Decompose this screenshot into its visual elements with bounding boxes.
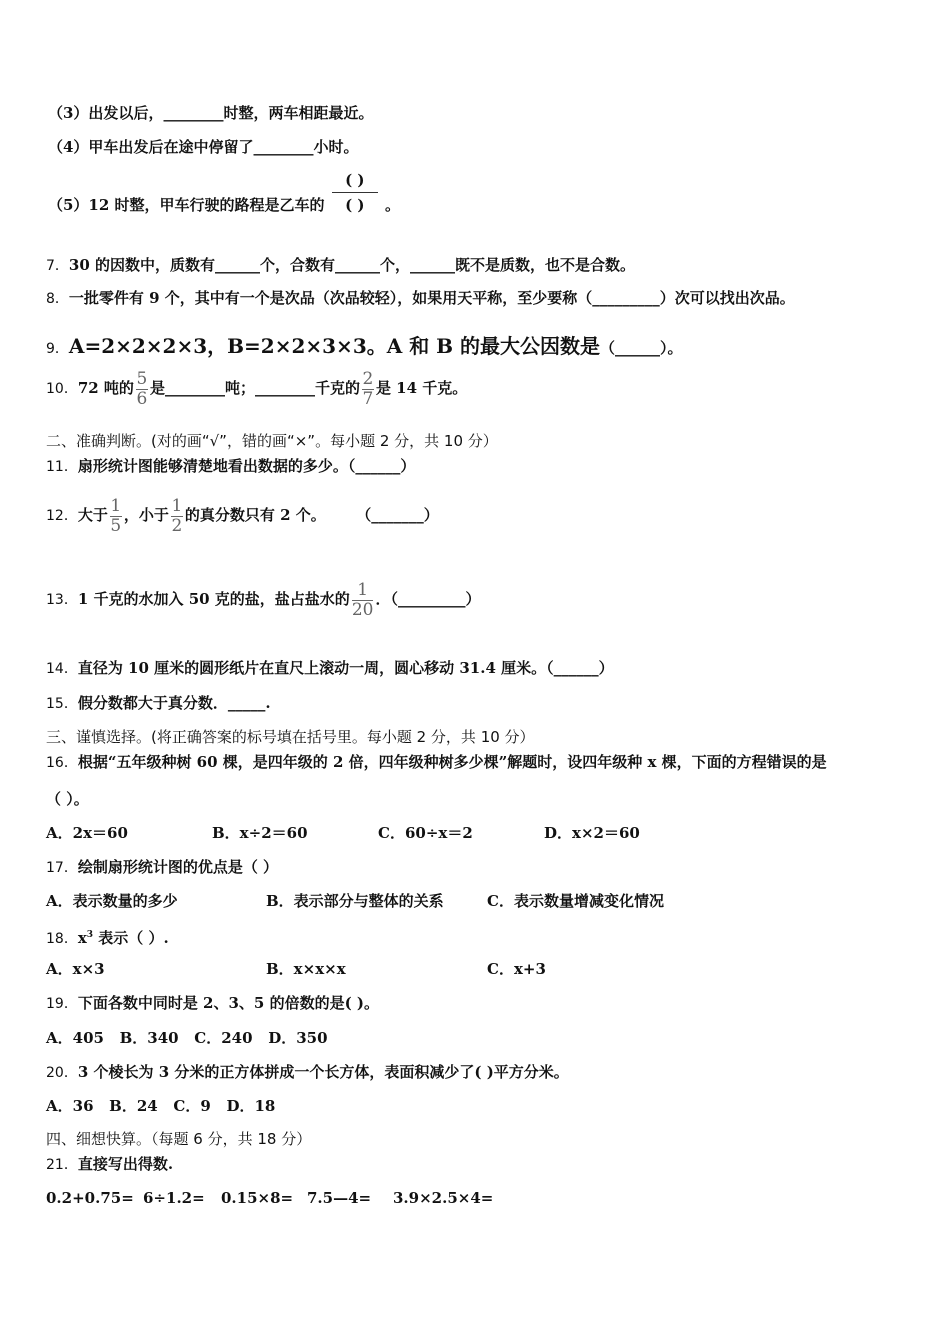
question-18-options	[46, 959, 546, 979]
option-a[interactable]: A．x×3	[46, 960, 105, 978]
option-b[interactable]: B．x×x×x	[266, 960, 346, 978]
exponent: 3	[86, 930, 94, 940]
calc-item: 0.2+0.75=	[46, 1189, 134, 1207]
question-17-options	[46, 891, 664, 911]
question-21-items	[46, 1188, 493, 1208]
answer-blank: （_______）	[363, 506, 439, 524]
numerator: 5	[136, 368, 148, 389]
section-3-heading: 三、谨慎选择。(将正确答案的标号填在括号里。每小题 2 分，共 10 分）	[46, 728, 535, 746]
fraction-1-5	[110, 497, 122, 536]
question-17	[46, 857, 278, 878]
question-number: 15．	[46, 696, 78, 712]
numerator: 1	[357, 579, 369, 600]
question-text: 3 个棱长为 3 分米的正方体拼成一个长方体，表面积减少了( )平方分米。	[77, 1063, 569, 1081]
numerator: 2	[362, 368, 374, 389]
question-number: 21．	[46, 1157, 78, 1173]
question-number: 10．	[46, 381, 78, 397]
question-14	[46, 658, 614, 679]
option-a[interactable]: A．2x＝60	[46, 824, 128, 842]
question-10	[46, 368, 467, 409]
fraction-1-20	[352, 581, 374, 620]
question-number: 11．	[46, 459, 78, 475]
variable-x: x	[77, 929, 87, 947]
question-text: 直接写出得数.	[77, 1155, 174, 1173]
question-text: 绘制扇形统计图的优点是（ ）	[77, 858, 279, 876]
calc-item: 0.15×8=	[221, 1189, 294, 1207]
question-text: 一批零件有 9 个，其中有一个是次品（次品较轻），如果用天平称，至少要称（_________）次可以找出次品。	[68, 289, 795, 307]
calc-item: 3.9×2.5×4=	[393, 1189, 494, 1207]
question-text: 是 14 千克。	[375, 379, 468, 397]
question-text: 根据“五年级种树 60 棵，是四年级的 2 倍，四年级种树多少棵”解题时，设四年级种 x 棵，下面的方程错误的是	[77, 753, 827, 771]
question-text: ，小于	[123, 506, 169, 524]
option-c[interactable]: C．表示数量增减变化情况	[487, 892, 664, 910]
option-c[interactable]: C．60÷x＝2	[378, 824, 473, 842]
fraction-2-7	[362, 370, 374, 409]
denominator: 7	[362, 388, 374, 409]
question-number: 12．	[46, 508, 78, 524]
answer-blank: （______）。	[600, 339, 683, 357]
question-12	[46, 494, 439, 537]
option-d[interactable]: D．x×2＝60	[544, 824, 640, 842]
question-19	[46, 993, 379, 1014]
question-8	[46, 288, 795, 309]
question-19-options[interactable]: A．405 B．340 C．240 D．350	[46, 1029, 328, 1047]
q6-part5-fraction	[332, 170, 378, 215]
question-number: 13．	[46, 592, 78, 608]
question-number: 18．	[46, 931, 78, 947]
question-20-options[interactable]: A．36 B．24 C．9 D．18	[46, 1097, 276, 1115]
question-7	[46, 255, 635, 276]
question-number: 19．	[46, 996, 78, 1012]
section-2-heading: 二、准确判断。(对的画“√”，错的画“×”。每小题 2 分，共 10 分）	[46, 432, 498, 450]
q6-part5	[48, 170, 400, 215]
option-c[interactable]: C．x+3	[487, 960, 546, 978]
question-18	[46, 925, 169, 949]
q6-part4: （4）甲车出发后在途中停留了________小时。	[48, 138, 359, 156]
question-text: 扇形统计图能够清楚地看出数据的多少。（______）	[77, 457, 416, 475]
option-b[interactable]: B．x÷2＝60	[212, 824, 308, 842]
question-text: 30 的因数中，质数有______个，合数有______个，______既不是质数，也不是合数。	[68, 256, 636, 274]
numerator: 1	[110, 495, 122, 516]
question-number: 20．	[46, 1065, 78, 1081]
question-21	[46, 1154, 173, 1175]
question-text: 下面各数中同时是 2、3、5 的倍数的是( )。	[77, 994, 380, 1012]
section-4-heading: 四、细想快算。（每题 6 分，共 18 分）	[46, 1130, 312, 1148]
question-text: 假分数都大于真分数．_____.	[77, 694, 271, 712]
question-number: 7．	[46, 258, 69, 274]
question-text: 1 千克的水加入 50 克的盐，盐占盐水的	[77, 590, 350, 608]
question-text: A=2×2×2×3，B=2×2×3×3。A 和 B 的最大公因数是	[68, 334, 601, 358]
denominator: 20	[351, 599, 374, 620]
denominator: 2	[171, 515, 183, 536]
question-13	[46, 578, 480, 621]
q6-part5-numerator-blank: ( )	[345, 171, 365, 189]
option-b[interactable]: B．表示部分与整体的关系	[266, 892, 444, 910]
q6-part5-end: 。	[385, 196, 401, 214]
q6-part5-denominator-blank: ( )	[345, 196, 365, 214]
question-number: 9．	[46, 341, 69, 357]
question-text: 大于	[77, 506, 108, 524]
denominator: 5	[110, 515, 122, 536]
fraction-1-2	[171, 497, 183, 536]
calc-item: 7.5—4=	[307, 1189, 372, 1207]
question-text: 72 吨的	[77, 379, 134, 397]
question-16-options	[46, 823, 640, 843]
question-20	[46, 1062, 569, 1083]
denominator: 6	[136, 388, 148, 409]
calc-item: 6÷1.2=	[143, 1189, 205, 1207]
question-9	[46, 332, 683, 363]
numerator: 1	[171, 495, 183, 516]
question-number: 17．	[46, 860, 78, 876]
question-text: ．（_________）	[375, 590, 481, 608]
question-text: 表示（ ）.	[93, 929, 169, 947]
question-text: 的真分数只有 2 个。	[184, 506, 326, 524]
q6-part3: （3）出发以后，________时整，两车相距最近。	[48, 104, 374, 122]
question-text: 直径为 10 厘米的圆形纸片在直尺上滚动一周，圆心移动 31.4 厘米。（______）	[77, 659, 614, 677]
option-a[interactable]: A．表示数量的多少	[46, 892, 178, 910]
question-15	[46, 693, 271, 714]
question-number: 16．	[46, 755, 78, 771]
question-16-continued: （ ）。	[46, 790, 89, 808]
question-11	[46, 456, 415, 477]
question-number: 8．	[46, 291, 69, 307]
question-number: 14．	[46, 661, 78, 677]
question-text: 是________吨；________千克的	[149, 379, 360, 397]
fraction-5-6	[136, 370, 148, 409]
q6-part5-text: （5）12 时整，甲车行驶的路程是乙车的	[48, 196, 325, 214]
question-16	[46, 752, 827, 773]
